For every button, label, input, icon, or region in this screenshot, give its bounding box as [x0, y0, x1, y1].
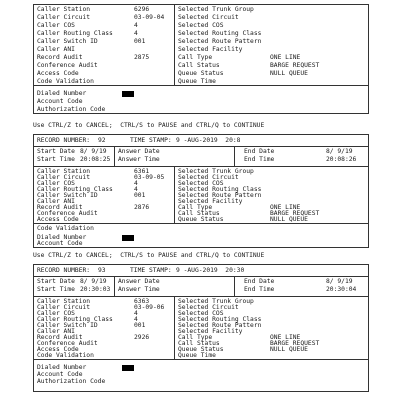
- field-label: Authorization Code: [37, 106, 106, 113]
- field-label: Call Type: [178, 334, 213, 341]
- end-date: 8/ 9/19: [326, 148, 353, 155]
- field-value: 001: [134, 322, 146, 329]
- end-time: 20:30:04: [326, 286, 357, 293]
- field-label: Caller Switch ID: [37, 322, 98, 329]
- field-value: 4: [134, 180, 138, 187]
- field-label: Call Status: [178, 62, 220, 69]
- field-label: Caller Switch ID: [37, 192, 98, 199]
- field-value: 4: [134, 316, 138, 323]
- field-label: Caller Routing Class: [37, 316, 113, 323]
- field-label: Selected COS: [178, 310, 224, 317]
- call-record-93: [33, 264, 369, 392]
- field-label: Access Code: [37, 346, 79, 353]
- record-times: [34, 147, 368, 167]
- field-label: Record Audit: [37, 204, 83, 211]
- field-label: Account Code: [37, 98, 83, 105]
- field-label: Queue Time: [178, 352, 216, 359]
- end-date: 8/ 9/19: [326, 278, 353, 285]
- start-time-label: Start Time: [37, 286, 75, 293]
- field-label: Selected Routing Class: [178, 186, 262, 193]
- field-label: Selected Routing Class: [178, 30, 262, 37]
- answer-date-label: Answer Date: [118, 278, 160, 285]
- field-label: Selected Facility: [178, 46, 243, 53]
- field-label: Conference Audit: [37, 62, 98, 69]
- field-value: 6361: [134, 168, 150, 175]
- field-value: ONE LINE: [270, 334, 301, 341]
- start-date-label: Start Date: [37, 278, 75, 285]
- field-label: Caller ANI: [37, 198, 75, 205]
- field-value: 4: [134, 22, 138, 29]
- field-label: Code Validation: [37, 352, 94, 359]
- end-time-label: End Time: [244, 156, 275, 163]
- field-value: BARGE REQUEST: [270, 62, 320, 69]
- field-label: Code Validation: [37, 225, 94, 232]
- time-stamp: 9 -AUG-2019 20:30: [176, 267, 245, 274]
- record-number: 93: [98, 267, 106, 274]
- field-value: 4: [134, 310, 138, 317]
- start-date: 8/ 9/19: [80, 148, 107, 155]
- answer-time-label: Answer Time: [118, 156, 160, 163]
- time-stamp-label: TIME STAMP:: [130, 137, 172, 144]
- field-label: Call Type: [178, 204, 213, 211]
- field-label: Queue Status: [178, 346, 224, 353]
- start-date-label: Start Date: [37, 148, 75, 155]
- field-label: Call Status: [178, 210, 220, 217]
- field-label: Caller ANI: [37, 46, 75, 53]
- field-value: 2926: [134, 334, 150, 341]
- field-label: Caller Circuit: [37, 14, 91, 21]
- field-value: NULL QUEUE: [270, 216, 308, 223]
- field-value: ONE LINE: [270, 54, 301, 61]
- field-label: Record Audit: [37, 334, 83, 341]
- end-time-label: End Time: [244, 286, 275, 293]
- record-number-label: RECORD NUMBER:: [37, 137, 91, 144]
- end-date-label: End Date: [244, 148, 275, 155]
- start-time: 20:08:25: [80, 156, 111, 163]
- field-label: Dialed Number: [37, 364, 87, 371]
- field-value: 03-09-04: [134, 14, 165, 21]
- column-divider: [234, 277, 235, 296]
- field-label: Access Code: [37, 70, 79, 77]
- field-label: Account Code: [37, 371, 83, 378]
- field-label: Selected Route Pattern: [178, 192, 262, 199]
- call-record-partial: [33, 4, 369, 114]
- field-label: Caller Station: [37, 6, 91, 13]
- answer-time-label: Answer Time: [118, 286, 160, 293]
- field-label: Queue Status: [178, 216, 224, 223]
- start-date: 8/ 9/19: [80, 278, 107, 285]
- end-time: 20:08:26: [326, 156, 357, 163]
- control-hint: Use CTRL/Z to CANCEL; CTRL/S to PAUSE and CTRL/Q to CONTINUE: [33, 252, 265, 259]
- call-record-92: [33, 134, 369, 248]
- field-label: Caller COS: [37, 22, 75, 29]
- field-value: 2875: [134, 54, 150, 61]
- field-label: Selected COS: [178, 180, 224, 187]
- redaction-block: [122, 365, 134, 371]
- record-header: [34, 265, 368, 277]
- column-divider: [114, 277, 115, 296]
- field-label: Caller Routing Class: [37, 186, 113, 193]
- field-value: BARGE REQUEST: [270, 340, 320, 347]
- field-label: Record Audit: [37, 54, 83, 61]
- field-label: Access Code: [37, 216, 79, 223]
- field-label: Queue Status: [178, 70, 224, 77]
- end-date-label: End Date: [244, 278, 275, 285]
- field-label: Selected Facility: [178, 328, 243, 335]
- field-label: Selected Routing Class: [178, 316, 262, 323]
- start-time-label: Start Time: [37, 156, 75, 163]
- field-label: Conference Audit: [37, 210, 98, 217]
- field-label: Dialed Number: [37, 90, 87, 97]
- field-label: Selected Trunk Group: [178, 6, 254, 13]
- field-label: Caller Station: [37, 298, 91, 305]
- field-value: 2876: [134, 204, 150, 211]
- record-number: 92: [98, 137, 106, 144]
- record-times: [34, 277, 368, 297]
- record-footer: [34, 86, 368, 115]
- start-time: 20:30:03: [80, 286, 111, 293]
- field-value: 03-09-05: [134, 174, 165, 181]
- column-divider: [174, 5, 175, 85]
- field-label: Account Code: [37, 240, 83, 247]
- field-label: Conference Audit: [37, 340, 98, 347]
- record-number-label: RECORD NUMBER:: [37, 267, 91, 274]
- field-label: Selected Route Pattern: [178, 38, 262, 45]
- field-label: Selected COS: [178, 22, 224, 29]
- field-label: Caller COS: [37, 180, 75, 187]
- record-fields: [34, 167, 368, 224]
- field-label: Selected Trunk Group: [178, 298, 254, 305]
- field-label: Call Status: [178, 340, 220, 347]
- field-label: Caller Routing Class: [37, 30, 113, 37]
- field-label: Caller ANI: [37, 328, 75, 335]
- column-divider: [174, 167, 175, 223]
- field-label: Selected Trunk Group: [178, 168, 254, 175]
- field-label: Caller Switch ID: [37, 38, 98, 45]
- field-value: 4: [134, 186, 138, 193]
- record-header: [34, 135, 368, 147]
- record-footer: [34, 224, 368, 248]
- column-divider: [234, 147, 235, 166]
- column-divider: [114, 147, 115, 166]
- field-label: Caller Circuit: [37, 304, 91, 311]
- field-label: Selected Route Pattern: [178, 322, 262, 329]
- field-value: 6296: [134, 6, 150, 13]
- field-label: Selected Circuit: [178, 304, 239, 311]
- field-label: Code Validation: [37, 78, 94, 85]
- redaction-block: [122, 235, 134, 241]
- column-divider: [174, 297, 175, 359]
- field-label: Selected Circuit: [178, 14, 239, 21]
- field-value: NULL QUEUE: [270, 70, 308, 77]
- field-value: BARGE REQUEST: [270, 210, 320, 217]
- time-stamp: 9 -AUG-2019 20:8: [176, 137, 241, 144]
- field-label: Selected Facility: [178, 198, 243, 205]
- field-label: Authorization Code: [37, 378, 106, 385]
- field-value: NULL QUEUE: [270, 346, 308, 353]
- field-label: Caller Circuit: [37, 174, 91, 181]
- field-label: Queue Time: [178, 78, 216, 85]
- answer-date-label: Answer Date: [118, 148, 160, 155]
- record-fields: [34, 297, 368, 360]
- record-fields: [34, 5, 368, 86]
- field-value: 001: [134, 192, 146, 199]
- field-value: 6363: [134, 298, 150, 305]
- field-label: Caller COS: [37, 310, 75, 317]
- field-label: Selected Circuit: [178, 174, 239, 181]
- field-label: Caller Station: [37, 168, 91, 175]
- field-label: Dialed Number: [37, 234, 87, 241]
- control-hint: Use CTRL/Z to CANCEL; CTRL/S to PAUSE and CTRL/Q to CONTINUE: [33, 122, 265, 129]
- redaction-block: [122, 91, 134, 97]
- time-stamp-label: TIME STAMP:: [130, 267, 172, 274]
- field-value: 03-09-06: [134, 304, 165, 311]
- field-label: Call Type: [178, 54, 213, 61]
- field-value: 4: [134, 30, 138, 37]
- record-footer: [34, 360, 368, 390]
- field-value: ONE LINE: [270, 204, 301, 211]
- field-value: 001: [134, 38, 146, 45]
